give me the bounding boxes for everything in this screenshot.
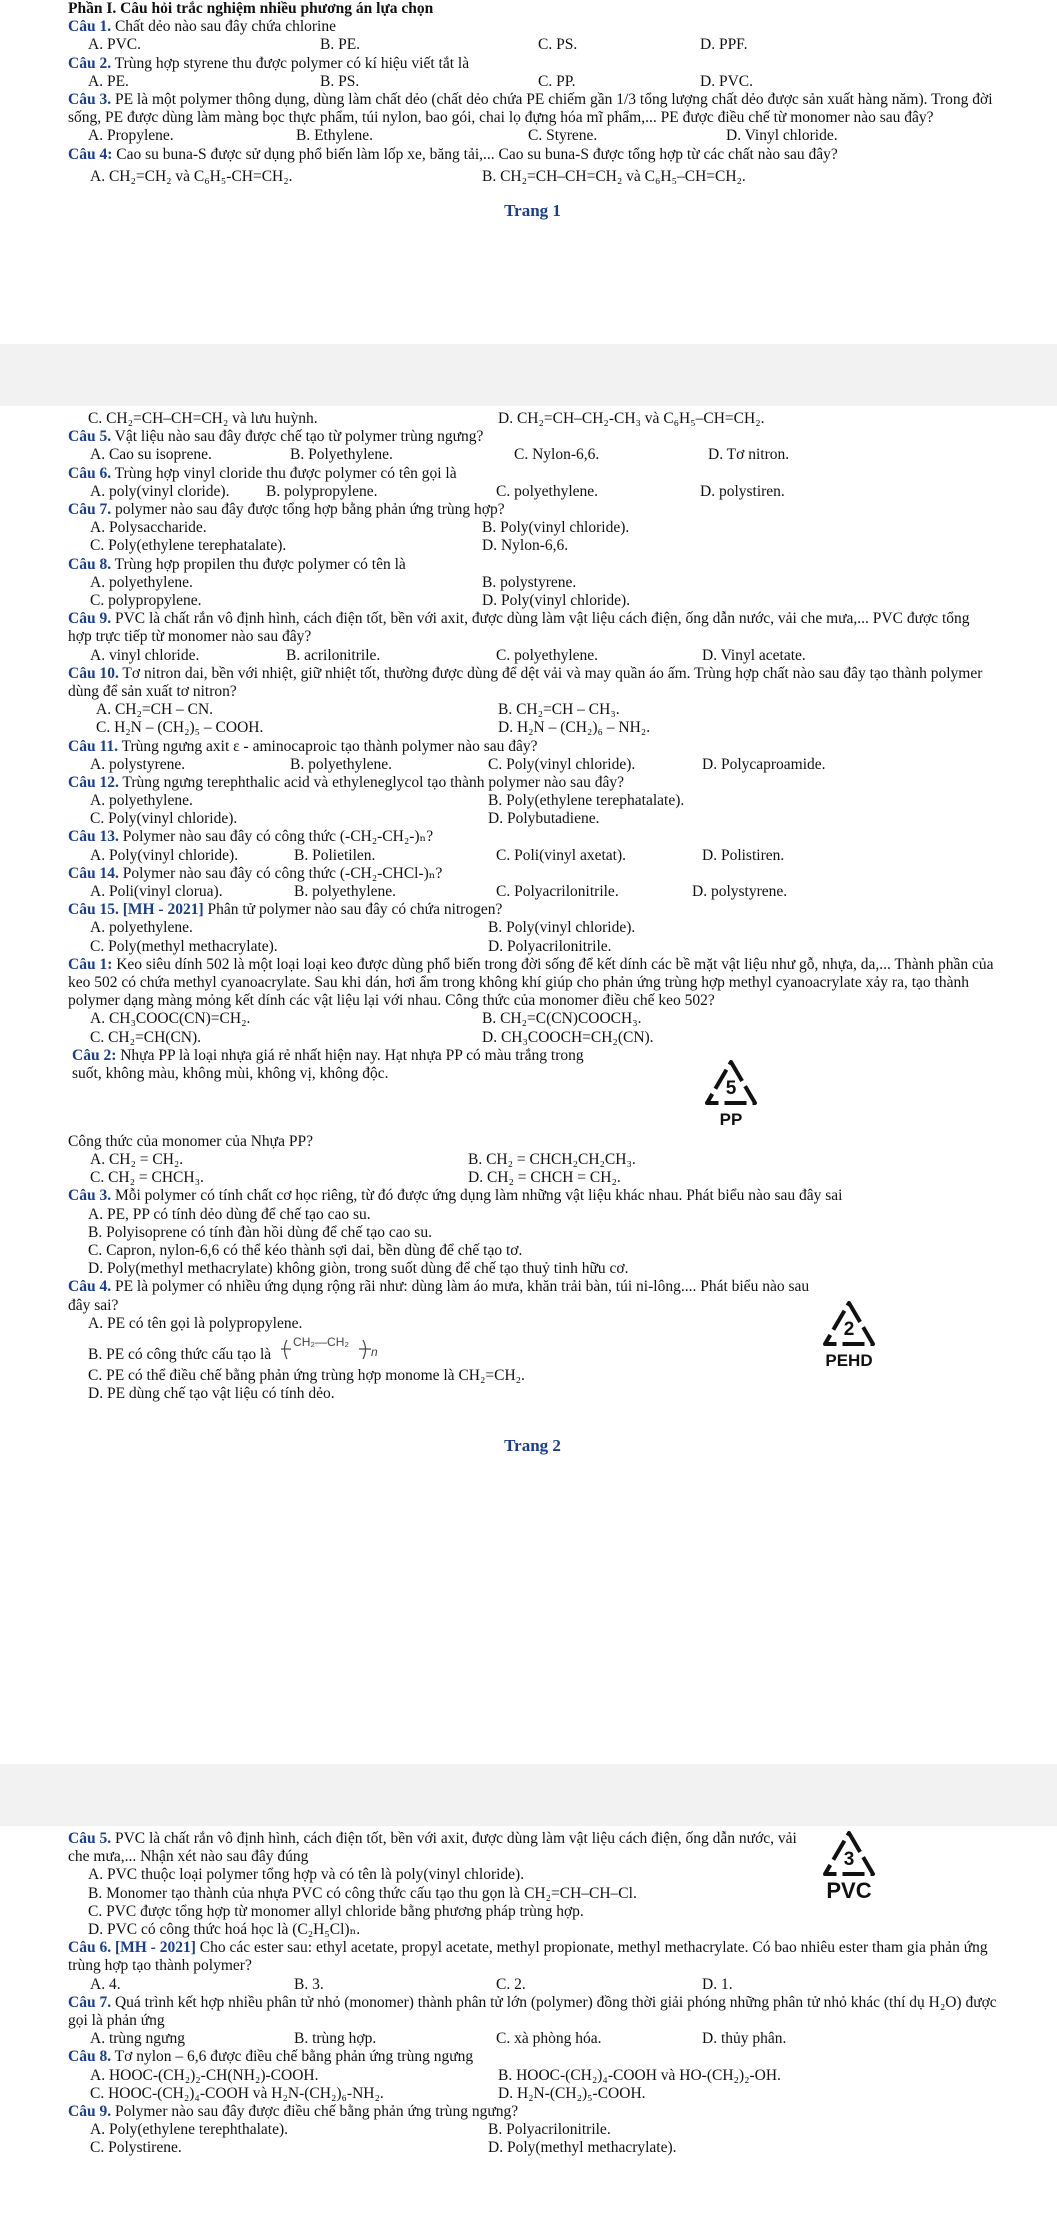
recycle-number: 5 (725, 1077, 737, 1099)
statement-question-3: Câu 3. Mỗi polymer có tính chất cơ học riêng, từ đó được ứng dụng làm những vật liệu khác nhau. Phát biểu nào sau đây sai (68, 1187, 843, 1205)
statement-question-6: Câu 6. [MH - 2021] Cho các ester sau: ethyl acetate, propyl acetate, methyl propionate, methyl methacrylate. Có bao nhiêu ester tham gia phản ứng trùng hợp tạo thành polymer? (68, 1939, 988, 1975)
option-b: B. trùng hợp. (294, 2030, 377, 2048)
option-a: A. CH₂=CH₂ và C₆H₅-CH=CH₂. (90, 167, 293, 185)
question-5: Câu 5. Vật liệu nào sau đây được chế tạo từ polymer trùng ngưng? (68, 428, 484, 446)
option-c: C. 2. (496, 1975, 526, 1993)
option-d: D. Poly(vinyl chloride). (482, 591, 631, 609)
question-11: Câu 11. Trùng ngưng axit ε - aminocaproic tạo thành polymer nào sau đây? (68, 737, 538, 755)
option-d: D. polystiren. (700, 482, 785, 500)
question-10: Câu 10. Tơ nitron dai, bền với nhiệt, giữ nhiệt tốt, thường được dùng để dệt vải và may quần áo ấm. Trùng hợp chất nào sau đây tạo thành polymer dùng để sản xuất tơ nitron? (68, 664, 983, 700)
option-a: A. CH₃COOC(CN)=CH₂. (90, 1010, 251, 1028)
recycle-number: 3 (843, 1849, 855, 1870)
option-a: A. Poly(ethylene terephthalate). (90, 2121, 288, 2139)
options-q14 (68, 883, 997, 901)
option-a: A. polyethylene. (90, 919, 193, 937)
option-b: B. Poly(vinyl chloride). (488, 919, 636, 937)
option-b: B. HOOC-(CH₂)₄-COOH và HO-(CH₂)₂-OH. (498, 2066, 781, 2084)
question-13: Câu 13. Polymer nào sau đây có công thức (-CH₂-CH₂-)ₙ? (68, 828, 434, 846)
options-s8-ab (68, 2067, 997, 2085)
options-q8-cd (68, 592, 997, 610)
page-3 (0, 1826, 1057, 2236)
option-a: A. CH₂=CH – CN. (96, 701, 214, 719)
s4-item-b: B. PE có công thức cấu tạo là CH₂—CH₂ n (68, 1333, 997, 1367)
options-q15-ab (68, 919, 997, 937)
option-a: A. vinyl chloride. (90, 646, 200, 664)
option-a: A. polystyrene. (90, 755, 186, 773)
option-c: C. Styrene. (528, 127, 598, 145)
statement-question-4: Câu 4. PE là polymer có nhiều ứng dụng rộng rãi như: dùng làm áo mưa, khăn trải bàn, túi ni-lông.... Phát biểu nào sau đây sai? A. PE có tên gọi là polypropylene. B. PE có công thức cấu tạo là CH₂—CH₂ n C. PE có thể điều chế bằng phản ứng trùng hợp monome là CH₂=CH₂. D. PE dùng chế tạo vật liệu có tính dẻo. 2 PEHD (68, 1278, 997, 1403)
pe-structure-formula: CH₂—CH₂ n (281, 1333, 391, 1363)
option-c: C. Poli(vinyl axetat). (496, 846, 627, 864)
option-a: A. CH₂ = CH₂. (90, 1151, 184, 1169)
option-d: D. Nylon-6,6. (482, 537, 569, 555)
options-q10-cd (68, 719, 997, 737)
option-d: D. Polycaproamide. (702, 755, 826, 773)
option-b: B. CH₂=CH–CH=CH₂ và C₆H₅–CH=CH₂. (482, 167, 746, 185)
option-b: B. acrilonitrile. (286, 646, 381, 664)
options-s2-ab (68, 1151, 997, 1169)
options-s1-ab (68, 1010, 997, 1028)
options-q5 (68, 446, 997, 464)
recycle-label: PEHD (825, 1351, 873, 1371)
option-a: A. trùng ngưng (90, 2030, 185, 2048)
option-d: D. CH₃COOCH=CH₂(CN). (482, 1028, 654, 1046)
option-b: B. CH₂=CH – CH₃. (498, 701, 620, 719)
option-c: C. Polystirene. (90, 2139, 182, 2157)
recycle-triangle-icon (700, 1057, 762, 1111)
statement-question-5: Câu 5. PVC là chất rắn vô định hình, cách điện tốt, bền với axit, được dùng làm vật liệu cách điện, ống dẫn nước, vải che mưa,... Nhận xét nào sau đây đúng A. PVC thuộc loại polymer tổng hợp và có tên là poly(vinyl chloride). B. Monomer tạo thành của nhựa PVC có công thức cấu tạo thu gọn là CH₂=CH–CH–Cl. C. PVC được tổng hợp từ monomer allyl chloride bằng phương pháp trùng hợp. D. PVC có công thức hoá học là (C₂H₅Cl)ₙ. 3 PVC (68, 1830, 997, 1939)
options-s9-ab (68, 2121, 997, 2139)
options-q7-ab (68, 519, 997, 537)
option-a: A. Propylene. (88, 127, 174, 145)
recycle-label: PVC (826, 1878, 872, 1903)
options-q7-cd (68, 537, 997, 555)
s3-item-c: C. Capron, nylon-6,6 có thể kéo thành sợi dai, bền dùng để chế tạo tơ. (88, 1242, 523, 1259)
option-a: A. 4. (90, 1975, 121, 1993)
option-a: A. Poli(vinyl clorua). (90, 883, 223, 901)
s4-item-d: D. PE dùng chế tạo vật liệu có tính dẻo. (88, 1385, 335, 1403)
option-d: D. polystyrene. (692, 883, 788, 901)
s5-item-b: B. Monomer tạo thành của nhựa PVC có công thức cấu tạo thu gọn là CH₂=CH–CH–Cl. (88, 1884, 637, 1902)
options-q9 (68, 647, 997, 665)
page-footer-1: Trang 1 (504, 200, 561, 220)
option-c: C. CH₂=CH–CH=CH₂ và lưu huỳnh. (88, 410, 318, 427)
option-c: C. PP. (538, 72, 576, 90)
option-a: A. PE. (88, 72, 129, 90)
option-d: D. thủy phân. (702, 2030, 787, 2048)
option-d: D. Polistiren. (702, 846, 785, 864)
options-q4-ab (68, 168, 997, 186)
option-c: C. polypropylene. (90, 591, 202, 609)
statement-question-9: Câu 9. Polymer nào sau đây được điều chế bằng phản ứng trùng ngưng? (68, 2102, 519, 2120)
recycle-triangle-icon (818, 1298, 880, 1352)
options-q2 (68, 73, 997, 91)
page-2 (0, 406, 1057, 1764)
options-s1-cd (68, 1029, 997, 1047)
option-c: C. polyethylene. (496, 482, 599, 500)
s2-question: Công thức của monomer của Nhựa PP? (68, 1132, 313, 1150)
option-a: A. Cao su isoprene. (90, 446, 212, 464)
option-c: C. polyethylene. (496, 646, 599, 664)
options-q6 (68, 483, 997, 501)
s3-item-b: B. Polyisoprene có tính đàn hồi dùng để chế tạo cao su. (88, 1223, 432, 1241)
recycle-symbol-pehd (818, 1298, 880, 1370)
option-b: B. Poly(ethylene terephatalate). (488, 792, 685, 810)
options-q12-cd (68, 810, 997, 828)
options-q15-cd (68, 938, 997, 956)
option-c: C. Nylon-6,6. (514, 446, 600, 464)
option-c: C. HOOC-(CH₂)₄-COOH và H₂N-(CH₂)₆-NH₂. (90, 2084, 384, 2102)
page-footer-2: Trang 2 (504, 1436, 561, 1456)
question-2: Câu 2. Trùng hợp styrene thu được polymer có kí hiệu viết tắt là (68, 54, 470, 72)
option-c: C. CH₂=CH(CN). (90, 1028, 202, 1046)
option-c: C. xà phòng hóa. (496, 2030, 602, 2048)
question-8: Câu 8. Trùng hợp propilen thu được polymer có tên là (68, 555, 406, 573)
options-q3 (68, 127, 997, 145)
option-a: A. Polysaccharide. (90, 519, 207, 537)
question-15: Câu 15. [MH - 2021] Phân tử polymer nào sau đây có chứa nitrogen? (68, 901, 503, 919)
option-d: D. CH₂=CH–CH₂-CH₃ và C₆H₅–CH=CH₂. (498, 410, 765, 427)
option-d: D. H₂N-(CH₂)₅-COOH. (498, 2084, 646, 2102)
options-q13 (68, 847, 997, 865)
question-1: Câu 1. Chất dẻo nào sau đây chứa chlorine (68, 18, 336, 36)
option-b: B. polyethylene. (294, 883, 397, 901)
s5-item-c: C. PVC được tổng hợp từ monomer allyl chloride bằng phương pháp trùng hợp. (88, 1902, 584, 1920)
options-s7 (68, 2030, 997, 2048)
statement-question-2: Câu 2: Nhựa PP là loại nhựa giá rẻ nhất hiện nay. Hạt nhựa PP có màu trắng trong suốt, không màu, không mùi, không vị, không độc. 5 PP (68, 1047, 997, 1133)
option-a: A. PVC. (88, 36, 141, 54)
option-a: A. poly(vinyl cloride). (90, 482, 230, 500)
options-q8-ab (68, 574, 997, 592)
question-4: Câu 4: Cao su buna-S được sử dụng phổ biến làm lốp xe, băng tải,... Cao su buna-S được tổng hợp từ các chất nào sau đây? (68, 145, 838, 163)
s4-item-c: C. PE có thể điều chế bằng phản ứng trùng hợp monome là CH₂=CH₂. (88, 1367, 525, 1385)
page-gap (0, 1764, 1057, 1826)
option-d: D. Polybutadiene. (488, 810, 600, 828)
option-a: A. Poly(vinyl chloride). (90, 846, 239, 864)
recycle-label: PP (719, 1109, 743, 1129)
option-c: C. Poly(methyl methacrylate). (90, 937, 278, 955)
question-3: Câu 3. PE là một polymer thông dụng, dùng làm chất dẻo (chất dẻo chứa PE chiếm gần 1/3 tổng lượng chất dẻo được sản xuất hàng năm). Trong đời sống, PE được dùng làm màng bọc thực phẩm, túi nylon, bao gói, chai lọ đựng hóa mĩ phẩm,... PE được điều chế từ monomer nào sau đây? (68, 90, 993, 127)
options-q10-ab (68, 701, 997, 719)
option-b: B. 3. (294, 1975, 324, 1993)
option-b: B. polyethylene. (290, 755, 393, 773)
option-b: B. Polyacrilonitrile. (488, 2121, 611, 2139)
section-title: Phần I. Câu hỏi trắc nghiệm nhiều phương án lựa chọn (68, 0, 434, 17)
option-c: C. Polyacrilonitrile. (496, 883, 619, 901)
option-c: C. Poly(vinyl chloride). (90, 810, 238, 828)
options-s8-cd (68, 2085, 997, 2103)
option-b: B. Polietilen. (294, 846, 376, 864)
question-12: Câu 12. Trùng ngưng terephthalic acid và ethyleneglycol tạo thành polymer nào sau đây? (68, 773, 624, 791)
option-c: C. CH₂ = CHCH₃. (90, 1169, 204, 1187)
option-a: A. HOOC-(CH₂)₂-CH(NH₂)-COOH. (90, 2066, 319, 2084)
option-b: B. CH₂ = CHCH₂CH₂CH₃. (468, 1151, 636, 1169)
options-s9-cd (68, 2139, 997, 2157)
statement-question-8: Câu 8. Tơ nylon – 6,6 được điều chế bằng phản ứng trùng ngưng (68, 2048, 474, 2066)
option-b: B. PE. (320, 36, 361, 54)
s5-item-a: A. PVC thuộc loại polymer tổng hợp và có tên là poly(vinyl chloride). (88, 1866, 525, 1884)
recycle-symbol-pp (700, 1057, 762, 1129)
option-d: D. PPF. (700, 36, 748, 54)
option-b: B. PS. (320, 72, 360, 90)
option-b: B. polypropylene. (266, 482, 378, 500)
option-b: B. Ethylene. (296, 127, 374, 145)
statement-question-7: Câu 7. Quá trình kết hợp nhiều phân tử nhỏ (monomer) thành phân tử lớn (polymer) đồng thời giải phóng những phân tử nhỏ khác (thí dụ H₂O) được gọi là phản ứng (68, 1993, 997, 2030)
option-c: C. H₂N – (CH₂)₅ – COOH. (96, 719, 264, 737)
option-d: D. Polyacrilonitrile. (488, 937, 612, 955)
option-d: D. 1. (702, 1975, 733, 1993)
option-d: D. PVC. (700, 72, 753, 90)
recycle-triangle-icon (818, 1828, 880, 1882)
page-gap (0, 344, 1057, 406)
option-d: D. Poly(methyl methacrylate). (488, 2139, 677, 2157)
option-b: B. polystyrene. (482, 573, 577, 591)
option-a: A. polyethylene. (90, 792, 193, 810)
s4-item-a: A. PE có tên gọi là polypropylene. (88, 1314, 303, 1332)
option-a: A. polyethylene. (90, 573, 193, 591)
page-1 (0, 0, 1057, 344)
statement-question-1: Câu 1: Keo siêu dính 502 là một loại loại keo được dùng phổ biến trong đời sống để kết dính các bề mặt vật liệu như gỗ, nhựa, da,... Thành phần của keo 502 có chứa methyl cyanoacrylate. Sau khi dán, hơi ẩm trong không khí giúp cho phản ứng trùng hợp methyl cyanoacrylate xảy ra, tạo thành polymer dạng màng mỏng kết dính các vật liệu lại với nhau. Công thức của monomer điều chế keo 502? (68, 955, 994, 1010)
option-b: B. Polyethylene. (290, 446, 393, 464)
question-7: Câu 7. polymer nào sau đây được tổng hợp bằng phản ứng trùng hợp? (68, 500, 505, 518)
s3-item-a: A. PE, PP có tính dẻo dùng để chế tạo cao su. (88, 1205, 371, 1223)
recycle-symbol-pvc (818, 1828, 880, 1903)
options-q1 (68, 36, 997, 54)
question-14: Câu 14. Polymer nào sau đây có công thức (-CH₂-CHCl-)ₙ? (68, 864, 443, 882)
option-d: D. Vinyl acetate. (702, 646, 806, 664)
options-q12-ab (68, 792, 997, 810)
option-d: D. H₂N – (CH₂)₆ – NH₂. (498, 719, 651, 737)
option-b: B. CH₂=C(CN)COOCH₃. (482, 1010, 642, 1028)
question-6: Câu 6. Trùng hợp vinyl cloride thu được polymer có tên gọi là (68, 464, 457, 482)
options-q4-cd (68, 410, 997, 428)
options-s2-cd (68, 1169, 997, 1187)
option-c: C. Poly(ethylene terephatalate). (90, 537, 287, 555)
option-d: D. Tơ nitron. (708, 446, 790, 464)
option-d: D. CH₂ = CHCH = CH₂. (468, 1169, 621, 1187)
option-b: B. Poly(vinyl chloride). (482, 519, 630, 537)
options-q11 (68, 756, 997, 774)
options-s6 (68, 1976, 997, 1994)
option-c: C. PS. (538, 36, 578, 54)
option-c: C. Poly(vinyl chloride). (488, 755, 636, 773)
option-d: D. Vinyl chloride. (726, 127, 838, 145)
s5-item-d: D. PVC có công thức hoá học là (C₂H₅Cl)ₙ. (88, 1921, 361, 1939)
s3-item-d: D. Poly(methyl methacrylate) không giòn, trong suốt dùng để chế tạo thuỷ tinh hữu cơ. (88, 1260, 629, 1278)
recycle-number: 2 (843, 1319, 855, 1341)
question-9: Câu 9. PVC là chất rắn vô định hình, cách điện tốt, bền với axit, được dùng làm vật liệu cách điện, ống dẫn nước, vải che mưa,... PVC được tổng hợp trực tiếp từ monomer nào sau đây? (68, 610, 970, 646)
